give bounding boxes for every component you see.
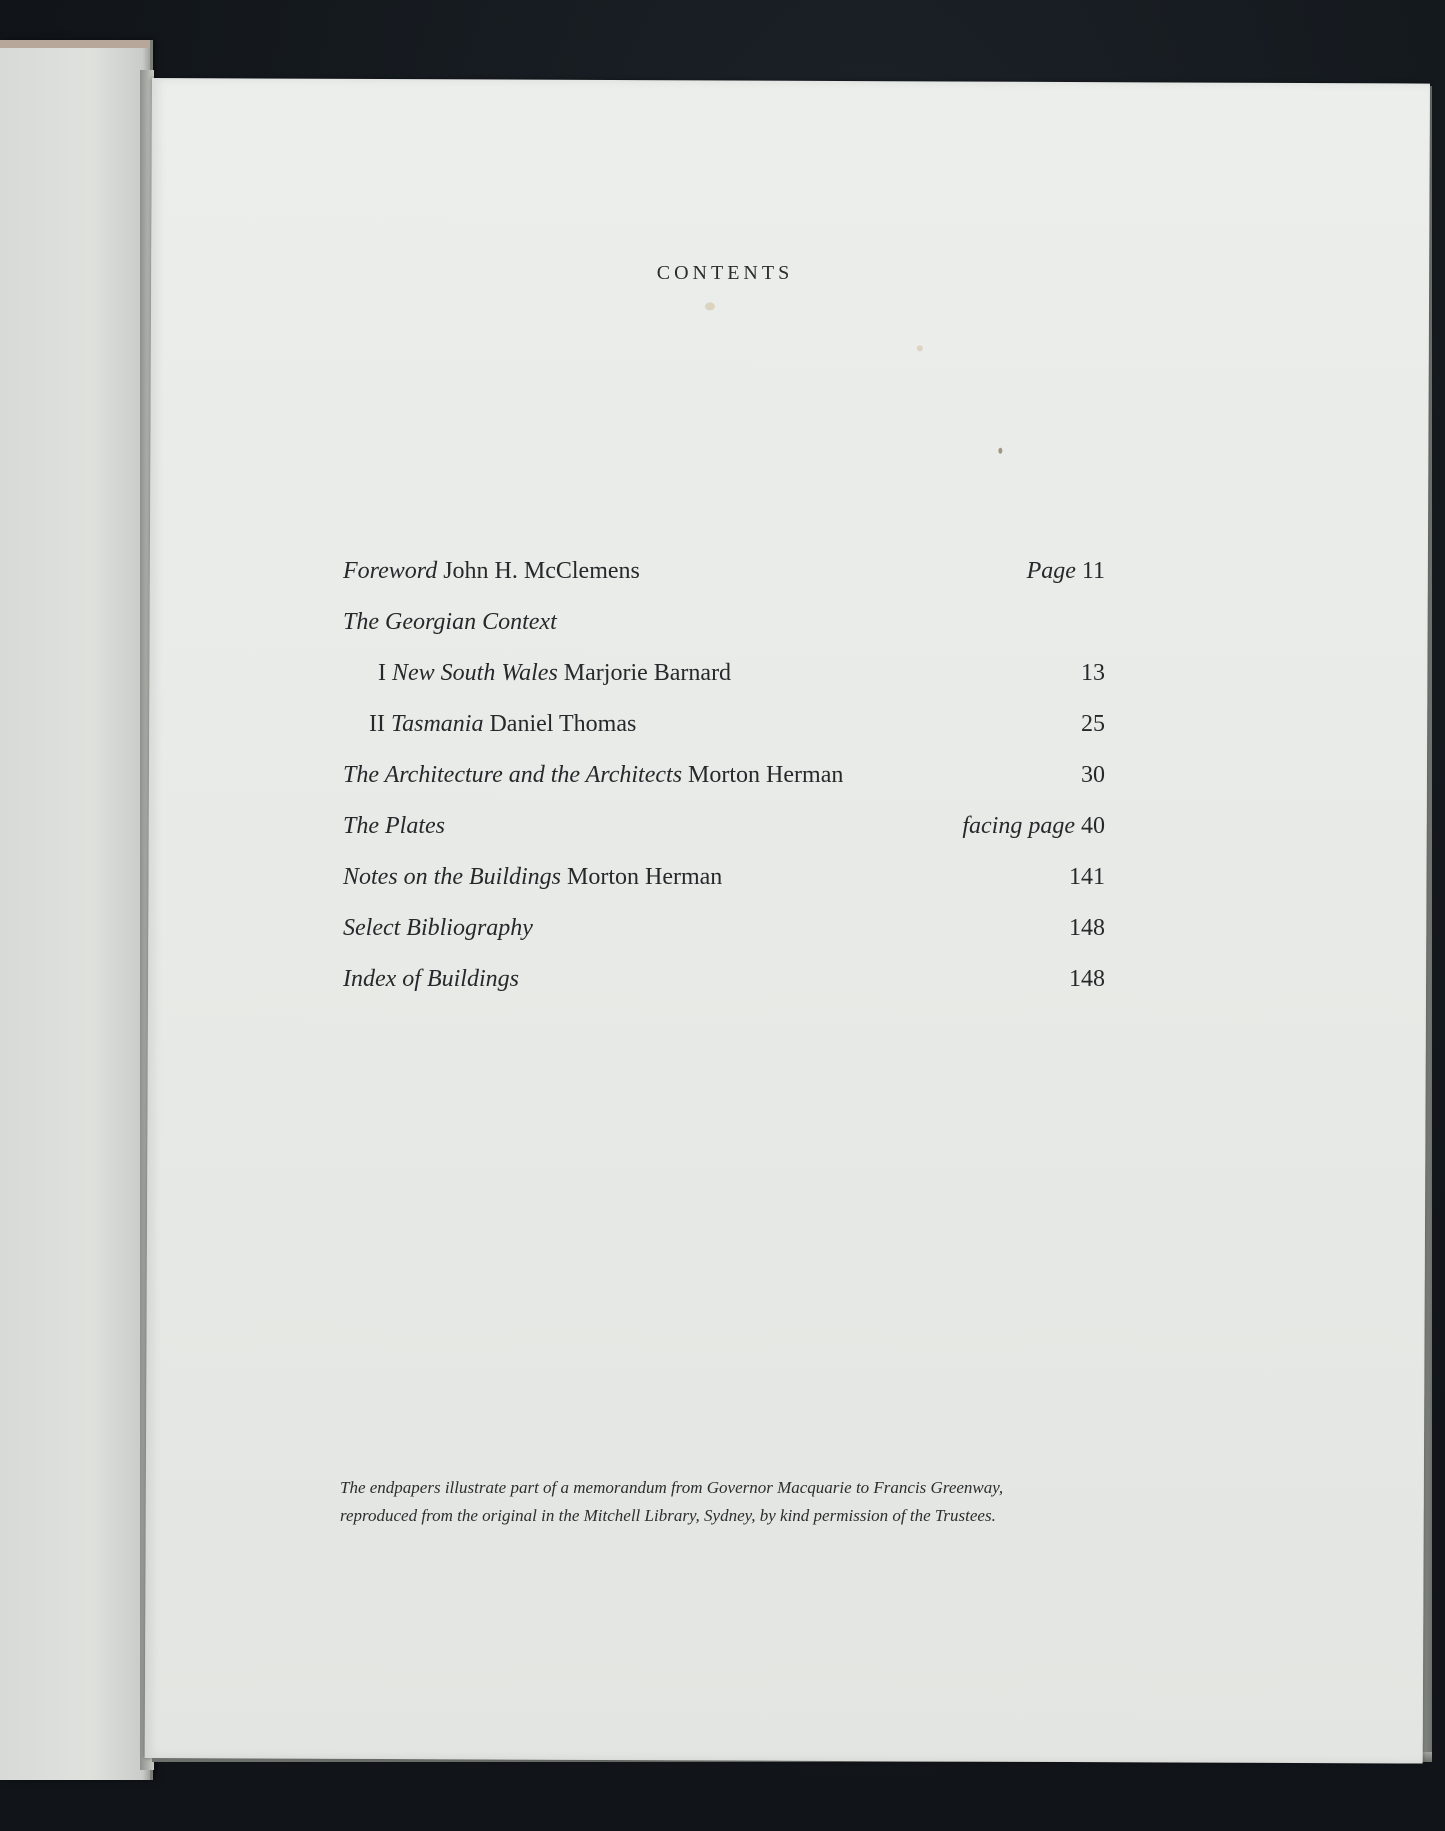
toc-page-prefix: Page: [1026, 558, 1076, 584]
paper-speck: [705, 302, 715, 310]
toc-entry-numeral: I: [378, 660, 386, 686]
toc-entry-title: Select Bibliography: [343, 915, 533, 941]
toc-entry-foreword: [343, 558, 1105, 609]
toc-entry-tasmania: [343, 711, 1105, 762]
toc-page-number: 11: [1081, 558, 1105, 584]
toc-page-number: 40: [1081, 813, 1105, 839]
toc-entry-author: Morton Herman: [567, 864, 723, 890]
table-of-contents: [343, 558, 1105, 1017]
endpapers-note-line: The endpapers illustrate part of a memorandum from Governor Macquarie to Francis Greenway,: [340, 1478, 1004, 1497]
left-endpaper: [0, 40, 153, 1780]
toc-page-prefix: facing page: [962, 813, 1075, 839]
toc-entry-title: Foreword: [343, 558, 438, 584]
toc-page-number: 25: [1081, 711, 1105, 737]
toc-entry-numeral: II: [369, 711, 385, 737]
toc-entry-title: Tasmania: [390, 711, 484, 737]
contents-heading: CONTENTS: [656, 262, 794, 284]
toc-entry-bibliography: [343, 915, 1105, 966]
toc-page-number: 141: [1069, 864, 1105, 890]
toc-entry-notes: [343, 864, 1105, 915]
toc-entry-title: The Georgian Context: [343, 609, 557, 635]
toc-entry-georgian-context: [343, 609, 1105, 660]
toc-entry-author: Daniel Thomas: [489, 711, 637, 737]
toc-page-number: 13: [1081, 660, 1105, 686]
toc-entry-plates: [343, 813, 1105, 864]
toc-entry-title: Notes on the Buildings: [343, 864, 561, 890]
toc-entry-title: The Architecture and the Architects: [343, 762, 683, 788]
toc-entry-title: The Plates: [343, 813, 445, 839]
toc-page-number: 30: [1081, 762, 1105, 788]
toc-entry-architecture: [343, 762, 1105, 813]
toc-entry-title: Index of Buildings: [343, 966, 519, 992]
endpapers-note-line: reproduced from the original in the Mitchell Library, Sydney, by kind permission of the Trustees.: [340, 1506, 996, 1525]
toc-entry-author: Marjorie Barnard: [563, 660, 732, 686]
paper-speck: [998, 448, 1002, 454]
toc-entry-author: Morton Herman: [688, 762, 844, 788]
left-cover-edge: [0, 40, 150, 48]
toc-entry-new-south-wales: [343, 660, 1105, 711]
toc-entry-title: New South Wales: [392, 660, 558, 686]
toc-page-number: 148: [1069, 915, 1105, 941]
toc-page-number: 148: [1069, 966, 1105, 992]
endpapers-note: [340, 1474, 1120, 1530]
toc-entry-index: [343, 966, 1105, 1017]
toc-entry-author: John H. McClemens: [443, 558, 640, 584]
paper-speck: [917, 345, 923, 351]
